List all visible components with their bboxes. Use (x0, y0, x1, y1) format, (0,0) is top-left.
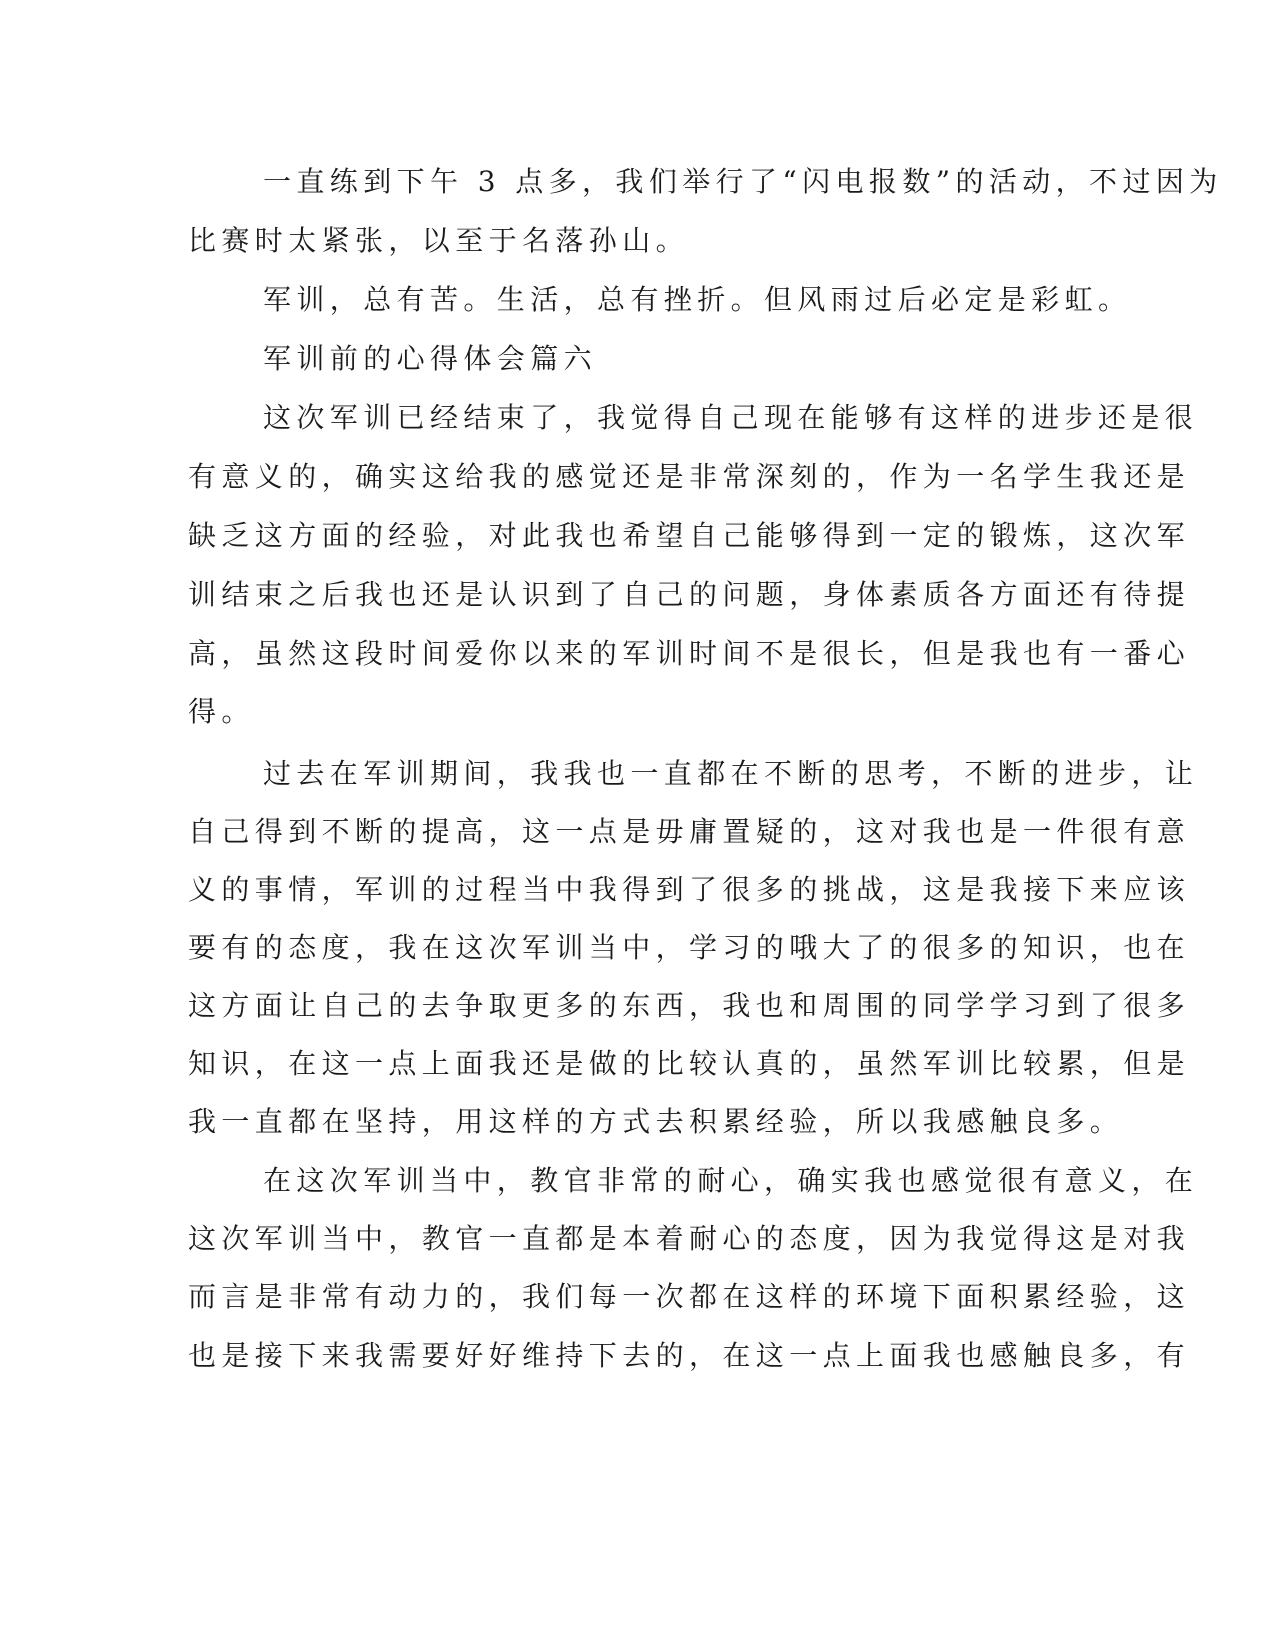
paragraph-5-line-7: 我一直都在坚持，用这样的方式去积累经验，所以我感触良多。 (188, 1105, 1124, 1138)
paragraph-5-line-4: 要有的态度，我在这次军训当中，学习的哦大了的很多的知识，也在 (188, 931, 1191, 964)
paragraph-5-line-2: 自己得到不断的提高，这一点是毋庸置疑的，这对我也是一件很有意 (188, 815, 1191, 848)
paragraph-4-line-4: 训结束之后我也还是认识到了自己的问题，身体素质各方面还有待提 (188, 578, 1191, 611)
paragraph-4-line-6: 得。 (188, 695, 255, 728)
paragraph-6-line-1: 在这次军训当中，教官非常的耐心，确实我也感觉很有意义，在 (263, 1164, 1199, 1197)
paragraph-4-line-3: 缺乏这方面的经验，对此我也希望自己能够得到一定的锻炼，这次军 (188, 519, 1191, 552)
paragraph-1-line-2: 比赛时太紧张，以至于名落孙山。 (188, 224, 690, 257)
paragraph-5-line-5: 这方面让自己的去争取更多的东西，我也和周围的同学学习到了很多 (188, 989, 1191, 1022)
paragraph-6-line-3: 而言是非常有动力的，我们每一次都在这样的环境下面积累经验，这 (188, 1280, 1191, 1313)
paragraph-4-line-5: 高，虽然这段时间爱你以来的军训时间不是很长，但是我也有一番心 (188, 637, 1191, 670)
section-heading: 军训前的心得体会篇六 (263, 342, 598, 375)
paragraph-2-line-1: 军训，总有苦。生活，总有挫折。但风雨过后必定是彩虹。 (263, 283, 1132, 316)
paragraph-6-line-4: 也是接下来我需要好好维持下去的，在这一点上面我也感触良多，有 (188, 1339, 1191, 1372)
paragraph-5-line-1: 过去在军训期间，我我也一直都在不断的思考，不断的进步，让 (263, 757, 1199, 790)
paragraph-4-line-2: 有意义的，确实这给我的感觉还是非常深刻的，作为一名学生我还是 (188, 460, 1191, 493)
paragraph-6-line-2: 这次军训当中，教官一直都是本着耐心的态度，因为我觉得这是对我 (188, 1222, 1191, 1255)
paragraph-5-line-6: 知识，在这一点上面我还是做的比较认真的，虽然军训比较累，但是 (188, 1047, 1191, 1080)
paragraph-4-line-1: 这次军训已经结束了，我觉得自己现在能够有这样的进步还是很 (263, 401, 1199, 434)
paragraph-1-line-1: 一直练到下午 3 点多，我们举行了“闪电报数”的活动，不过因为 (263, 165, 1223, 198)
paragraph-5-line-3: 义的事情，军训的过程当中我得到了很多的挑战，这是我接下来应该 (188, 873, 1191, 906)
